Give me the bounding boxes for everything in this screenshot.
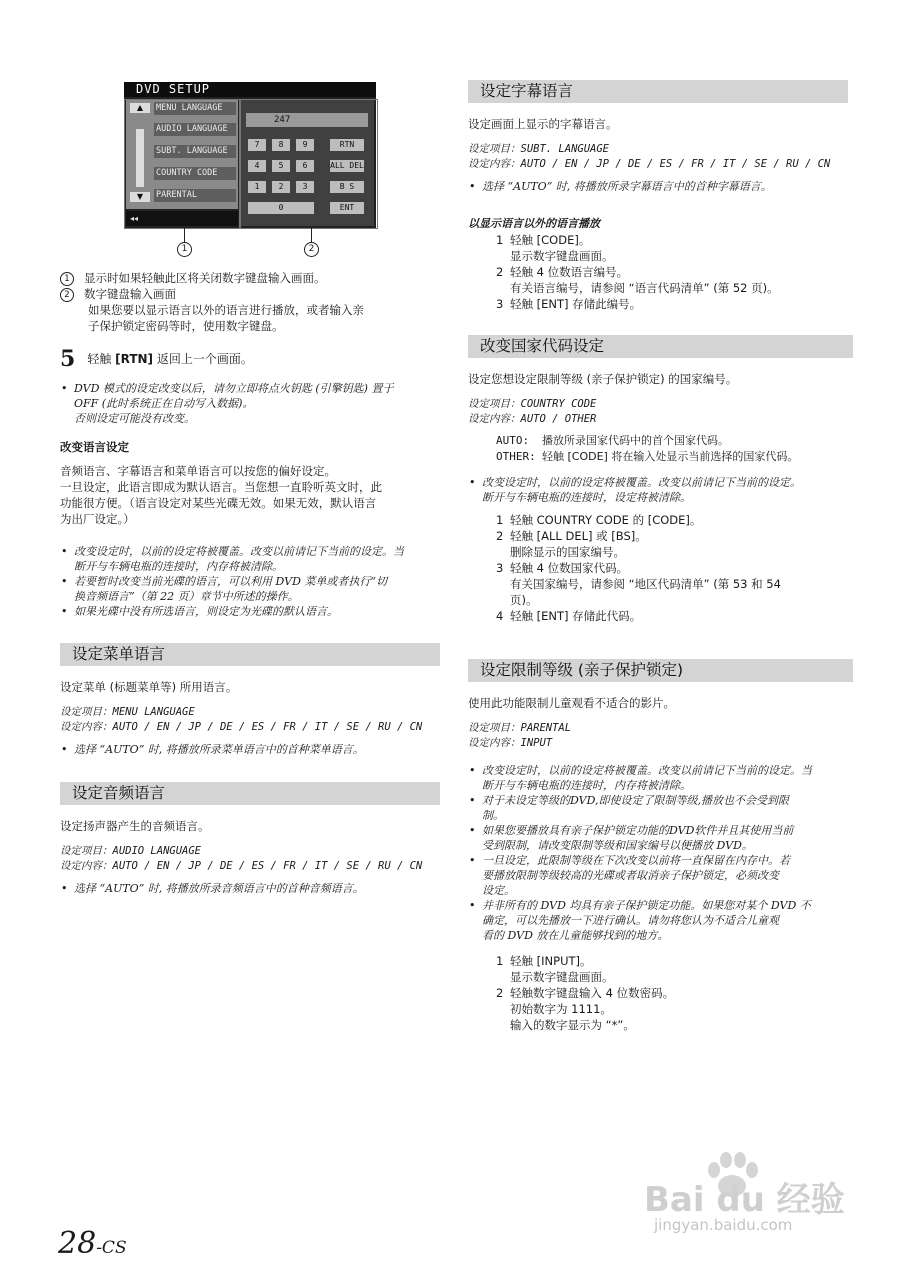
bullet-3: • 如果光碟中没有所选语言，则设定为光碟的默认语言。 <box>60 604 445 619</box>
caution-note <box>60 381 440 426</box>
subtitle-language-item: 设定项目：SUBT. LANGUAGE <box>468 143 610 155</box>
parental-steps <box>468 953 853 1033</box>
other-desc: 轻触 [CODE] 将在输入处显示当前选择的国家代码。 <box>542 450 799 463</box>
step-5-pre: 轻触 <box>87 352 116 366</box>
callout-2: 2 <box>304 242 319 257</box>
subtitle-language-content: 设定内容：AUTO / EN / JP / DE / ES / FR / IT / SE / RU / CN <box>468 158 831 170</box>
callout-line-1 <box>184 227 185 242</box>
language-settings-intro <box>60 439 440 527</box>
country-step-2: 轻触 [ALL DEL] 或 [BS]。 <box>510 529 647 543</box>
page-number <box>58 1226 127 1261</box>
step-5-number: 5 <box>60 346 76 372</box>
parental-bullet-3-line-2: 受到限制，请改变限制等级和国家编号以便播放 DVD。 <box>482 839 753 852</box>
country-step-2-number: 2 <box>496 529 504 543</box>
other-language-heading: 以显示语言以外的语言播放 <box>468 217 600 230</box>
screen-title: DVD SETUP <box>124 82 376 97</box>
country-code-content: 设定内容：AUTO / OTHER <box>468 413 597 425</box>
parental-bullets <box>468 763 853 943</box>
country-code-section <box>468 335 853 624</box>
language-bullets <box>60 544 445 619</box>
step-5 <box>60 346 253 372</box>
menu-language-note: • 选择 “AUTO” 时, 将播放所录菜单语言中的首种菜单语言。 <box>60 742 440 757</box>
menu-item-subt-language[interactable]: SUBT. LANGUAGE <box>154 145 236 158</box>
menu-language-item: 设定项目：MENU LANGUAGE <box>60 706 195 718</box>
page-number-suffix: -CS <box>96 1238 127 1258</box>
other-step-1-sub: 显示数字键盘画面。 <box>510 249 614 263</box>
lang-para-1: 音频语言、字幕语言和菜单语言可以按您的偏好设定。 <box>60 464 336 478</box>
country-step-1: 轻触 COUNTRY CODE 的 [CODE]。 <box>510 513 702 527</box>
audio-language-item: 设定项目：AUDIO LANGUAGE <box>60 845 202 857</box>
scroll-down-arrow-icon[interactable]: ▼ <box>130 192 150 202</box>
parental-step-1-sub: 显示数字键盘画面。 <box>510 970 614 984</box>
parental-bullet-2-line-1: • 对于未设定等级的DVD,即使设定了限制等级,播放也不会受到限 <box>468 793 853 808</box>
audio-language-title: 设定音频语言 <box>60 782 440 805</box>
area-2-frame <box>240 99 378 229</box>
note-1-number: 1 <box>60 272 74 286</box>
ent-key[interactable]: ENT <box>330 202 364 214</box>
language-heading: 改变语言设定 <box>60 440 129 454</box>
lang-para-3: 功能很方便。（语言设定对某些光碟无效。如果无效，默认语言 <box>60 496 377 510</box>
page-number-value: 28 <box>58 1226 97 1261</box>
parental-bullet-1-line-2: 断开与车辆电瓶的连接时，内存将被清除。 <box>482 779 691 792</box>
auto-label: AUTO: <box>496 434 530 447</box>
menu-language-section <box>60 643 440 757</box>
country-step-3-number: 3 <box>496 561 504 575</box>
parental-step-1-number: 1 <box>496 954 504 968</box>
key-0[interactable]: 0 <box>248 202 314 214</box>
other-step-2: 轻触 4 位数语言编号。 <box>510 265 629 279</box>
lang-para-2: 一旦设定，此语言即成为默认语言。当您想一直聆听英文时，此 <box>60 480 382 494</box>
other-label: OTHER: <box>496 450 536 463</box>
baidu-watermark <box>640 1150 860 1250</box>
audio-language-note: • 选择 “AUTO” 时, 将播放所录音频语言中的首种音频语言。 <box>60 881 440 896</box>
key-2[interactable]: 2 <box>272 181 290 193</box>
bullet-1-line-1: • 改变设定时，以前的设定将被覆盖。改变以前请记下当前的设定。当 <box>60 544 445 559</box>
watermark-brand: Bai du 经验 <box>644 1180 845 1220</box>
caution-line-1: • DVD 模式的设定改变以后，请勿立即将点火钥匙 (引擎钥匙) 置于 <box>60 381 440 396</box>
country-options <box>468 433 853 465</box>
menu-item-audio-language[interactable]: AUDIO LANGUAGE <box>154 123 236 136</box>
country-code-desc: 设定您想设定限制等级 (亲子保护锁定) 的国家编号。 <box>468 372 738 386</box>
subtitle-language-title: 设定字幕语言 <box>468 80 848 103</box>
bullet-1-line-2: 断开与车辆电瓶的连接时，内存将被清除。 <box>74 560 283 573</box>
parental-step-1: 轻触 [INPUT]。 <box>510 954 592 968</box>
parental-bullet-5-line-3: 看的 DVD 放在儿童能够找到的地方。 <box>482 929 669 942</box>
key-8[interactable]: 8 <box>272 139 290 151</box>
caution-line-2: OFF (此时系统正在自动写入数据)。 <box>74 397 254 410</box>
parental-bullet-4-line-3: 设定。 <box>482 884 515 897</box>
other-step-2-sub: 有关语言编号，请参阅 “语言代码清单” (第 52 页)。 <box>510 281 779 295</box>
bullet-2-line-1: • 若要暂时改变当前光碟的语言，可以利用 DVD 菜单或者执行“切 <box>60 574 445 589</box>
parental-bullet-2-line-2: 制。 <box>482 809 504 822</box>
parental-bullet-1-line-1: • 改变设定时，以前的设定将被覆盖。改变以前请记下当前的设定。当 <box>468 763 853 778</box>
note-1-text: 显示时如果轻触此区将关闭数字键盘输入画面。 <box>84 271 326 285</box>
other-step-3: 轻触 [ENT] 存储此编号。 <box>510 297 642 311</box>
callout-1: 1 <box>177 242 192 257</box>
country-step-3-sub-1: 有关国家编号，请参阅 “地区代码清单” (第 53 和 54 <box>510 577 781 591</box>
lang-para-4: 为出厂设定。） <box>60 512 135 526</box>
country-code-title: 改变国家代码设定 <box>468 335 853 358</box>
bullet-2-line-2: 换音频语言”（第 22 页）章节中所述的操作。 <box>74 590 299 603</box>
other-step-3-number: 3 <box>496 297 504 311</box>
audio-language-section <box>60 782 440 896</box>
key-7[interactable]: 7 <box>248 139 266 151</box>
key-3[interactable]: 3 <box>296 181 314 193</box>
key-4[interactable]: 4 <box>248 160 266 172</box>
country-step-4: 轻触 [ENT] 存储此代码。 <box>510 609 642 623</box>
audio-language-content: 设定内容：AUTO / EN / JP / DE / ES / FR / IT / SE / RU / CN <box>60 860 423 872</box>
parental-title: 设定限制等级 (亲子保护锁定) <box>468 659 853 682</box>
parental-step-2: 轻触数字键盘输入 4 位数密码。 <box>510 986 675 1000</box>
parental-bullet-5-line-1: • 并非所有的 DVD 均具有亲子保护锁定功能。如果您对某个 DVD 不 <box>468 898 853 913</box>
parental-desc: 使用此功能限制儿童观看不适合的影片。 <box>468 696 675 710</box>
country-steps <box>468 512 853 624</box>
country-step-4-number: 4 <box>496 609 504 623</box>
parental-step-2-sub-1: 初始数字为 1111。 <box>510 1002 612 1016</box>
parental-bullet-4-line-1: • 一旦设定，此限制等级在下次改变以前将一直保留在内存中。若 <box>468 853 853 868</box>
country-step-3-sub-2: 页)。 <box>510 593 538 607</box>
caution-line-3: 否则设定可能没有改变。 <box>74 412 195 425</box>
subtitle-language-section <box>468 80 848 194</box>
parental-bullet-5-line-2: 确定，可以先播放一下进行确认。请勿将您认为不适合儿童观 <box>482 914 779 927</box>
parental-content: 设定内容：INPUT <box>468 737 553 749</box>
bs-key[interactable]: B S <box>330 181 364 193</box>
callout-line-2 <box>311 227 312 242</box>
menu-language-desc: 设定菜单 (标题菜单等) 所用语言。 <box>60 680 238 694</box>
note-2-title: 数字键盘输入画面 <box>84 287 176 301</box>
country-step-2-sub: 删除显示的国家编号。 <box>510 545 625 559</box>
note-2-body-2: 子保护锁定密码等时，使用数字键盘。 <box>88 319 284 333</box>
watermark-url: jingyan.baidu.com <box>654 1216 793 1234</box>
auto-desc: 播放所录国家代码中的首个国家代码。 <box>542 434 729 447</box>
all-del-key[interactable]: ALL DEL <box>330 161 364 170</box>
key-1[interactable]: 1 <box>248 181 266 193</box>
subtitle-language-note: • 选择 “AUTO” 时, 将播放所录字幕语言中的首种字幕语言。 <box>468 179 848 194</box>
rtn-key[interactable]: RTN <box>330 139 364 151</box>
figure-notes <box>60 270 440 334</box>
key-6[interactable]: 6 <box>296 160 314 172</box>
other-step-1-number: 1 <box>496 233 504 247</box>
menu-item-menu-language[interactable]: MENU LANGUAGE <box>154 102 236 115</box>
area-1-frame <box>124 99 240 229</box>
note-2-body-1: 如果您要以显示语言以外的语言进行播放，或者输入亲 <box>88 303 364 317</box>
keypad-display: 247 <box>246 113 368 127</box>
key-5[interactable]: 5 <box>272 160 290 172</box>
key-9[interactable]: 9 <box>296 139 314 151</box>
country-step-1-number: 1 <box>496 513 504 527</box>
menu-item-country-code[interactable]: COUNTRY CODE <box>154 167 236 180</box>
parental-bullet-3-line-1: • 如果您要播放具有亲子保护锁定功能的DVD软件并且其使用当前 <box>468 823 853 838</box>
menu-item-parental[interactable]: PARENTAL <box>154 189 236 202</box>
note-2-number: 2 <box>60 288 74 302</box>
menu-language-content: 设定内容：AUTO / EN / JP / DE / ES / FR / IT / SE / RU / CN <box>60 721 423 733</box>
parental-step-2-number: 2 <box>496 986 504 1000</box>
audio-language-desc: 设定扬声器产生的音频语言。 <box>60 819 210 833</box>
menu-language-title: 设定菜单语言 <box>60 643 440 666</box>
other-step-2-number: 2 <box>496 265 504 279</box>
parental-section <box>468 659 853 1033</box>
back-icon[interactable]: ◂◂ <box>126 211 238 226</box>
country-code-item: 设定项目：COUNTRY CODE <box>468 398 597 410</box>
subtitle-language-desc: 设定画面上显示的字幕语言。 <box>468 117 618 131</box>
scroll-up-arrow-icon[interactable]: ▲ <box>130 103 150 113</box>
other-language-play <box>468 216 848 312</box>
country-bullet-line-1: • 改变设定时，以前的设定将被覆盖。改变以前请记下当前的设定。 <box>468 475 853 490</box>
country-bullet <box>468 475 853 505</box>
country-step-3: 轻触 4 位数国家代码。 <box>510 561 629 575</box>
step-5-post: 返回上一个画面。 <box>153 352 253 366</box>
country-bullet-line-2: 断开与车辆电瓶的连接时，设定将被清除。 <box>482 491 691 504</box>
parental-step-2-sub-2: 输入的数字显示为 “*”。 <box>510 1018 635 1032</box>
parental-item: 设定项目：PARENTAL <box>468 722 572 734</box>
step-5-key: [RTN] <box>115 352 154 366</box>
parental-bullet-4-line-2: 要播放限制等级较高的光碟或者取消亲子保护锁定，必须改变 <box>482 869 779 882</box>
other-step-1: 轻触 [CODE]。 <box>510 233 591 247</box>
